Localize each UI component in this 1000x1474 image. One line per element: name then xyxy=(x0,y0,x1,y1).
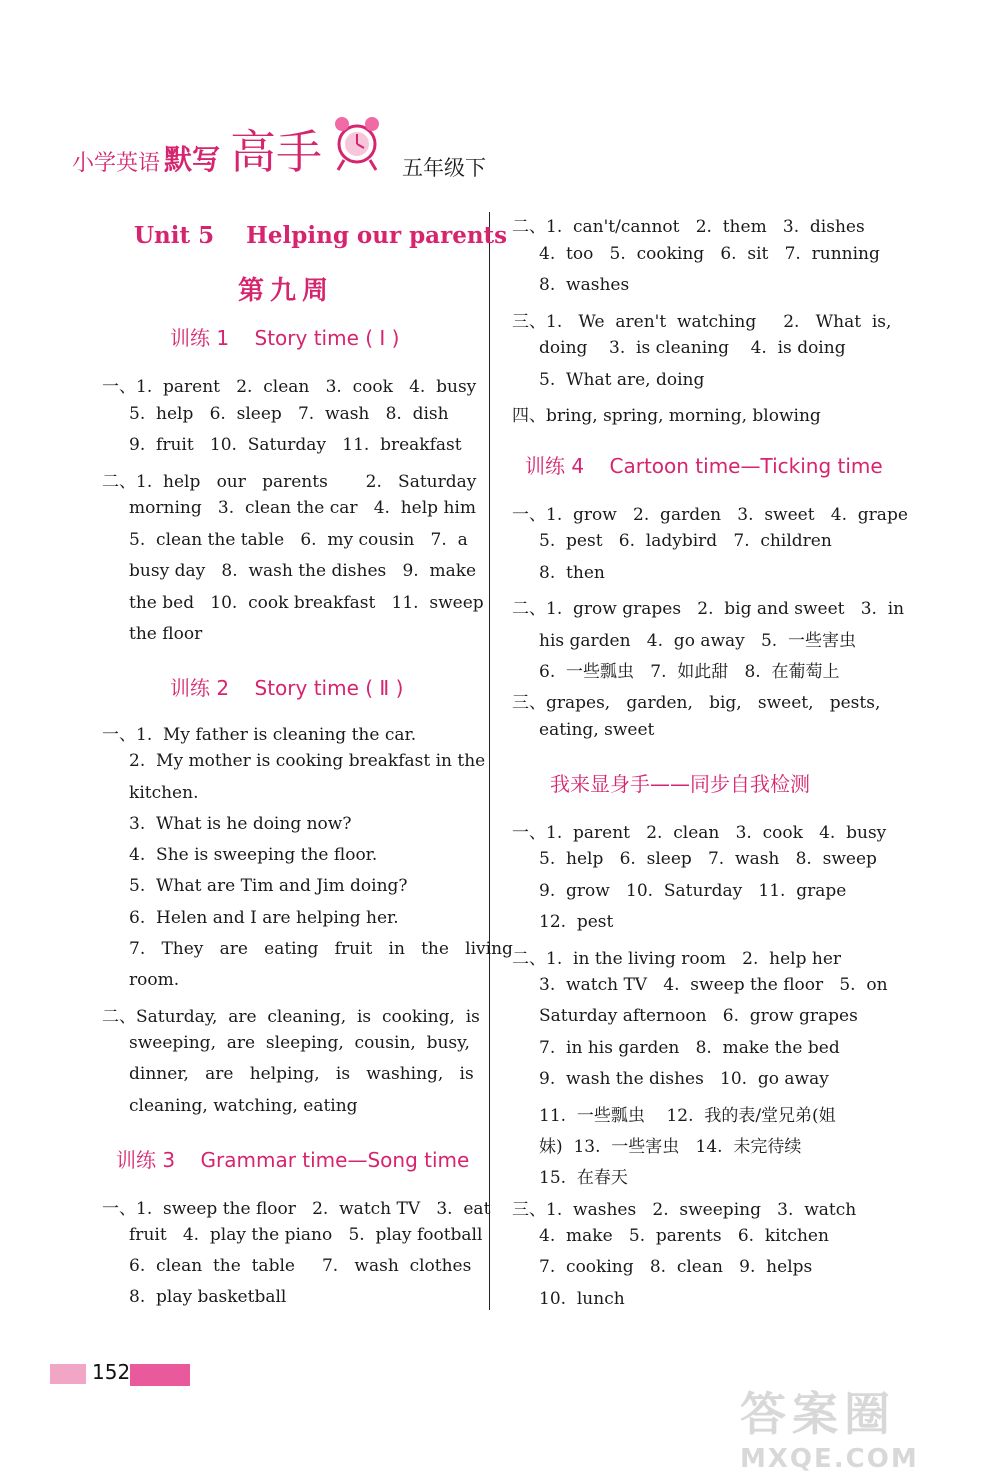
answer-line: 一、1. parent 2. clean 3. cook 4. busy xyxy=(102,377,477,397)
series-title-big: 高手 xyxy=(230,125,322,179)
answer-line: 3. What is he doing now? xyxy=(102,813,352,834)
week-title: 第九周 xyxy=(238,276,335,306)
answer-line: 4. too 5. cooking 6. sit 7. running xyxy=(512,243,880,264)
series-title-mid: 默写 xyxy=(164,143,221,176)
page-number: 152 xyxy=(92,1360,131,1384)
answer-line: 8. washes xyxy=(512,275,630,295)
answer-line: 一、1. grow 2. garden 3. sweet 4. grape xyxy=(512,505,908,525)
answer-line: doing 3. is cleaning 4. is doing xyxy=(512,338,846,358)
answer-line: 四、bring, spring, morning, blowing xyxy=(512,406,821,426)
answer-line: 7. in his garden 8. make the bed xyxy=(512,1037,840,1058)
answer-line: his garden 4. go away 5. 一些害虫 xyxy=(512,630,856,651)
watermark-logo-text: 答案圈 xyxy=(740,1387,896,1441)
series-title-small: 小学英语 xyxy=(72,151,161,176)
answer-line: 二、1. in the living room 2. help her xyxy=(512,948,842,969)
answer-line: 二、Saturday, are cleaning, is cooking, is xyxy=(102,1006,480,1027)
answer-line: 5. What are, doing xyxy=(512,369,705,390)
watermark-url: MXQE.COM xyxy=(740,1444,919,1474)
answer-line: the floor xyxy=(102,624,203,644)
answer-line: 一、1. parent 2. clean 3. cook 4. busy xyxy=(512,823,887,843)
grade-label: 五年级下 xyxy=(402,156,486,180)
answer-line: 妹) 13. 一些害虫 14. 未完待续 xyxy=(512,1136,802,1157)
answer-line: 3. watch TV 4. sweep the floor 5. on xyxy=(512,974,888,995)
section-title-self-check: 我来显身手——同步自我检测 xyxy=(550,772,810,796)
answer-line: 6. Helen and I are helping her. xyxy=(102,907,399,928)
answer-line: morning 3. clean the car 4. help him xyxy=(102,498,476,518)
training-4-answers xyxy=(512,500,908,751)
answer-line: 一、1. My father is cleaning the car. xyxy=(102,725,417,745)
answer-line: room. xyxy=(102,970,180,991)
answer-line: 二、1. can't/cannot 2. them 3. dishes xyxy=(512,217,865,237)
training-3-answers-continued xyxy=(512,212,891,433)
answer-line: 5. clean the table 6. my cousin 7. a xyxy=(102,529,468,550)
answer-line: 10. lunch xyxy=(512,1288,625,1309)
training-1-answers xyxy=(102,372,484,656)
footer-bar xyxy=(130,1364,190,1386)
answer-line: 7. cooking 8. clean 9. helps xyxy=(512,1257,813,1278)
answer-line: 9. fruit 10. Saturday 11. breakfast xyxy=(102,435,462,455)
training-2-answers xyxy=(102,720,513,1127)
unit-title: Unit 5 Helping our parents xyxy=(134,222,508,249)
answer-line: 一、1. sweep the floor 2. watch TV 3. eat xyxy=(102,1199,491,1219)
section-title-training-1: 训练 1 Story time ( Ⅰ ) xyxy=(170,326,400,350)
answer-line: 11. 一些瓢虫 12. 我的表/堂兄弟(姐 xyxy=(512,1105,836,1126)
answer-line: cleaning, watching, eating xyxy=(102,1095,358,1116)
alarm-clock-icon xyxy=(322,108,392,182)
answer-line: the bed 10. cook breakfast 11. sweep xyxy=(102,592,484,613)
answer-line: 8. then xyxy=(512,562,605,583)
answer-line: fruit 4. play the piano 5. play football xyxy=(102,1225,483,1245)
answer-line: 5. help 6. sleep 7. wash 8. sweep xyxy=(512,849,877,870)
answer-line: kitchen. xyxy=(102,782,199,803)
answer-line: 二、1. grow grapes 2. big and sweet 3. in xyxy=(512,599,905,620)
answer-line: 4. make 5. parents 6. kitchen xyxy=(512,1226,829,1247)
answer-line: 15. 在春天 xyxy=(512,1168,628,1189)
answer-line: sweeping, are sleeping, cousin, busy, xyxy=(102,1032,470,1053)
answer-line: eating, sweet xyxy=(512,719,655,740)
answer-line: 8. play basketball xyxy=(102,1287,287,1307)
book-header xyxy=(72,108,532,188)
answer-line: 5. help 6. sleep 7. wash 8. dish xyxy=(102,403,449,424)
answer-line: 6. 一些瓢虫 7. 如此甜 8. 在葡萄上 xyxy=(512,661,840,682)
training-3-answers xyxy=(102,1194,490,1318)
answer-line: 9. wash the dishes 10. go away xyxy=(512,1069,829,1090)
answer-line: busy day 8. wash the dishes 9. make xyxy=(102,561,477,581)
answer-line: 7. They are eating fruit in the living xyxy=(102,939,513,960)
self-check-answers xyxy=(512,818,888,1320)
footer-decoration xyxy=(50,1364,86,1384)
answer-line: dinner, are helping, is washing, is xyxy=(102,1064,474,1085)
answer-line: 9. grow 10. Saturday 11. grape xyxy=(512,880,847,901)
section-title-training-2: 训练 2 Story time ( Ⅱ ) xyxy=(170,676,404,700)
watermark xyxy=(740,1378,919,1474)
answer-line: 6. clean the table 7. wash clothes xyxy=(102,1256,472,1276)
answer-line: 12. pest xyxy=(512,912,614,933)
answer-line: 三、1. washes 2. sweeping 3. watch xyxy=(512,1199,857,1220)
answer-line: 5. What are Tim and Jim doing? xyxy=(102,876,408,897)
answer-line: 4. She is sweeping the floor. xyxy=(102,845,378,866)
section-title-training-3: 训练 3 Grammar time—Song time xyxy=(116,1148,470,1172)
answer-line: 2. My mother is cooking breakfast in the xyxy=(102,751,486,772)
answer-line: 三、grapes, garden, big, sweet, pests, xyxy=(512,693,881,714)
answer-line: 5. pest 6. ladybird 7. children xyxy=(512,531,832,552)
answer-line: 二、1. help our parents 2. Saturday xyxy=(102,471,477,492)
section-title-training-4: 训练 4 Cartoon time—Ticking time xyxy=(525,454,883,478)
answer-line: 三、1. We aren't watching 2. What is, xyxy=(512,311,892,332)
answer-line: Saturday afternoon 6. grow grapes xyxy=(512,1006,858,1027)
